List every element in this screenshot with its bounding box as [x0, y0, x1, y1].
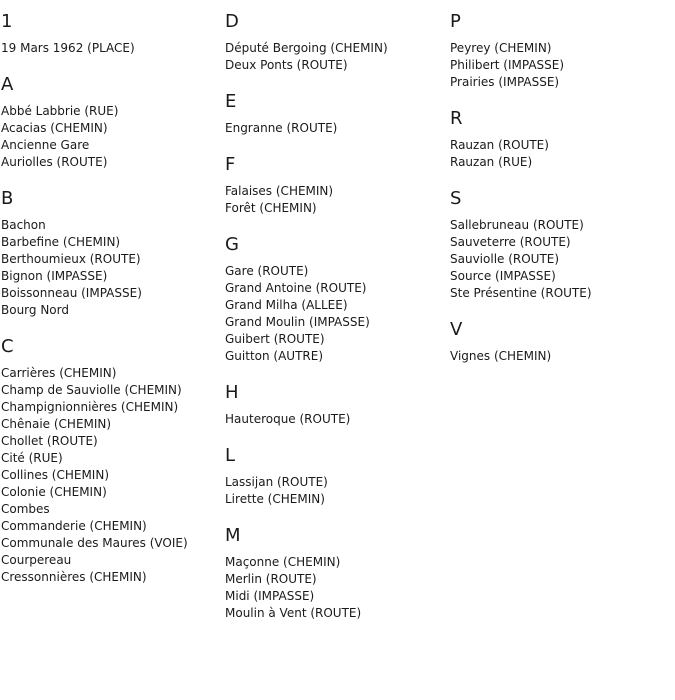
street-list	[450, 40, 670, 91]
street-link[interactable]: Vignes (CHEMIN)	[450, 349, 552, 363]
street-link[interactable]: Berthoumieux (ROUTE)	[1, 252, 141, 266]
street-link[interactable]: Ste Présentine (ROUTE)	[450, 286, 592, 300]
letter-heading: F	[225, 154, 236, 175]
street-link[interactable]: Moulin à Vent (ROUTE)	[225, 606, 362, 620]
street-list	[1, 217, 221, 319]
letter-group	[225, 11, 445, 74]
street-list	[1, 40, 221, 57]
street-list	[450, 348, 670, 365]
street-index-column-3	[450, 11, 670, 382]
street-link[interactable]: Sauviolle (ROUTE)	[450, 252, 560, 266]
street-link[interactable]: Peyrey (CHEMIN)	[450, 41, 552, 55]
street-link[interactable]: Sauveterre (ROUTE)	[450, 235, 571, 249]
street-list	[1, 365, 221, 586]
street-link[interactable]: Champignionnières (CHEMIN)	[1, 400, 179, 414]
street-link[interactable]: Député Bergoing (CHEMIN)	[225, 41, 388, 55]
street-link[interactable]: Courpereau	[1, 553, 72, 567]
letter-heading: P	[450, 11, 461, 32]
letter-heading: M	[225, 525, 241, 546]
street-link[interactable]: Collines (CHEMIN)	[1, 468, 109, 482]
letter-group	[1, 11, 221, 57]
letter-group	[450, 11, 670, 91]
street-link[interactable]: Chollet (ROUTE)	[1, 434, 98, 448]
letter-heading: A	[1, 74, 14, 95]
street-link[interactable]: Colonie (CHEMIN)	[1, 485, 107, 499]
street-link[interactable]: Deux Ponts (ROUTE)	[225, 58, 348, 72]
street-link[interactable]: Cité (RUE)	[1, 451, 63, 465]
street-link[interactable]: Cressonnières (CHEMIN)	[1, 570, 147, 584]
street-link[interactable]: Bachon	[1, 218, 46, 232]
street-list	[225, 474, 445, 508]
letter-heading: D	[225, 11, 239, 32]
letter-group	[1, 336, 221, 586]
street-link[interactable]: Auriolles (ROUTE)	[1, 155, 108, 169]
street-link[interactable]: Gare (ROUTE)	[225, 264, 309, 278]
street-list	[450, 217, 670, 302]
street-link[interactable]: Engranne (ROUTE)	[225, 121, 338, 135]
street-link[interactable]: 19 Mars 1962 (PLACE)	[1, 41, 135, 55]
street-link[interactable]: Lirette (CHEMIN)	[225, 492, 325, 506]
letter-heading: L	[225, 445, 236, 466]
street-link[interactable]: Midi (IMPASSE)	[225, 589, 315, 603]
letter-heading: C	[1, 336, 14, 357]
letter-heading: R	[450, 108, 463, 129]
letter-group	[225, 445, 445, 508]
street-link[interactable]: Guitton (AUTRE)	[225, 349, 324, 363]
street-link[interactable]: Champ de Sauviolle (CHEMIN)	[1, 383, 182, 397]
letter-group	[225, 234, 445, 365]
street-list	[225, 554, 445, 622]
street-link[interactable]: Merlin (ROUTE)	[225, 572, 317, 586]
street-link[interactable]: Lassijan (ROUTE)	[225, 475, 328, 489]
letter-group	[225, 91, 445, 137]
street-link[interactable]: Acacias (CHEMIN)	[1, 121, 108, 135]
letter-group	[225, 525, 445, 622]
letter-group	[1, 74, 221, 171]
letter-heading: E	[225, 91, 237, 112]
street-link[interactable]: Rauzan (RUE)	[450, 155, 533, 169]
street-link[interactable]: Bourg Nord	[1, 303, 69, 317]
street-link[interactable]: Commanderie (CHEMIN)	[1, 519, 147, 533]
street-link[interactable]: Chênaie (CHEMIN)	[1, 417, 112, 431]
street-list	[450, 137, 670, 171]
street-link[interactable]: Source (IMPASSE)	[450, 269, 556, 283]
letter-group	[225, 154, 445, 217]
street-link[interactable]: Sallebruneau (ROUTE)	[450, 218, 584, 232]
street-link[interactable]: Grand Moulin (IMPASSE)	[225, 315, 370, 329]
street-link[interactable]: Barbefine (CHEMIN)	[1, 235, 121, 249]
street-link[interactable]: Philibert (IMPASSE)	[450, 58, 565, 72]
street-link[interactable]: Rauzan (ROUTE)	[450, 138, 549, 152]
street-link[interactable]: Guibert (ROUTE)	[225, 332, 325, 346]
street-list	[225, 263, 445, 365]
letter-heading: G	[225, 234, 239, 255]
street-list	[1, 103, 221, 171]
street-link[interactable]: Prairies (IMPASSE)	[450, 75, 560, 89]
street-link[interactable]: Maçonne (CHEMIN)	[225, 555, 341, 569]
street-link[interactable]: Falaises (CHEMIN)	[225, 184, 334, 198]
letter-group	[450, 108, 670, 171]
street-link[interactable]: Communale des Maures (VOIE)	[1, 536, 188, 550]
street-link[interactable]: Bignon (IMPASSE)	[1, 269, 108, 283]
letter-group	[225, 382, 445, 428]
street-link[interactable]: Boissonneau (IMPASSE)	[1, 286, 142, 300]
street-link[interactable]: Combes	[1, 502, 50, 516]
letter-heading: V	[450, 319, 463, 340]
street-link[interactable]: Hauteroque (ROUTE)	[225, 412, 351, 426]
letter-group	[450, 188, 670, 302]
letter-heading: S	[450, 188, 462, 209]
street-link[interactable]: Abbé Labbrie (RUE)	[1, 104, 119, 118]
street-index-column-1	[1, 11, 221, 603]
street-link[interactable]: Grand Antoine (ROUTE)	[225, 281, 367, 295]
street-list	[225, 120, 445, 137]
street-list	[225, 411, 445, 428]
street-link[interactable]: Grand Milha (ALLEE)	[225, 298, 348, 312]
letter-group	[450, 319, 670, 365]
street-index-column-2	[225, 11, 445, 639]
street-link[interactable]: Ancienne Gare	[1, 138, 90, 152]
letter-heading: 1	[1, 11, 13, 32]
street-list	[225, 40, 445, 74]
street-link[interactable]: Forêt (CHEMIN)	[225, 201, 317, 215]
letter-group	[1, 188, 221, 319]
street-list	[225, 183, 445, 217]
street-link[interactable]: Carrières (CHEMIN)	[1, 366, 117, 380]
letter-heading: H	[225, 382, 239, 403]
letter-heading: B	[1, 188, 14, 209]
